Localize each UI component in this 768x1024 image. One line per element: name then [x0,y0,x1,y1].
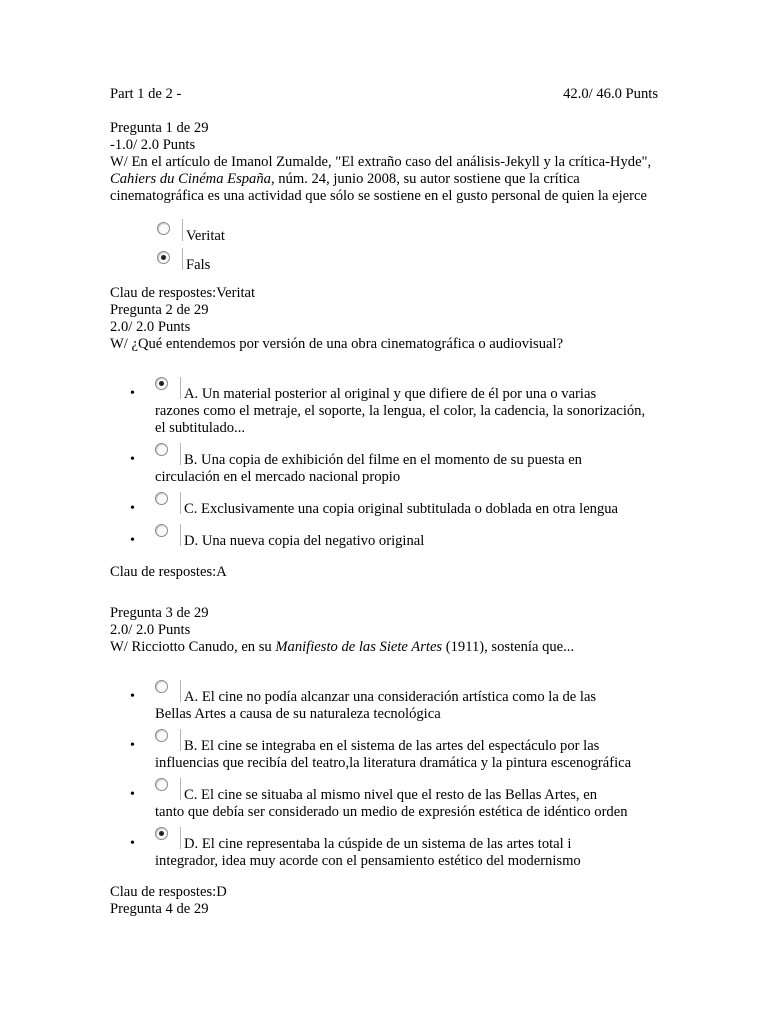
question-number: Pregunta 3 de 29 [110,605,209,621]
radio-icon[interactable] [155,729,168,742]
option-label-cont: razones como el metraje, el soporte, la lengua, el color, la cadencia, la sonorización, el subtitulado... [155,403,646,436]
question-text-part: , núm. 24, junio 2008, su autor sostiene que la crítica cinematográfica es una actividad que sólo se sostiene en el gusto personal de quien la ejerce [110,171,647,204]
option-label: D. El cine representaba la cúspide de un sistema de las artes total i [184,836,572,852]
question-text-part: W/ En el artículo de Imanol Zumalde, "El extraño caso del análisis-Jekyll y la crítica-Hyde", [110,154,652,170]
question-number: Pregunta 1 de 29 [110,120,209,136]
question-text: W/ ¿Qué entendemos por versión de una obra cinematográfica o audiovisual? [110,336,564,352]
answer-options [110,377,658,550]
divider [180,377,181,399]
option-c[interactable] [110,492,658,518]
option-label: Veritat [186,228,225,244]
answer-key: Clau de respostes:A [110,564,227,580]
option-label-cont: integrador, idea muy acorde con el pensamiento estético del modernismo [155,853,581,869]
divider [180,524,181,546]
radio-icon[interactable] [155,524,168,537]
answer-options [110,219,658,277]
radio-icon[interactable] [155,443,168,456]
bullet-icon: • [130,386,135,401]
option-b[interactable] [110,729,658,772]
question-text-italic: Cahiers du Cinéma España [110,171,271,187]
answer-key: Clau de respostes:D [110,884,227,900]
answer-options [110,680,658,870]
radio-icon[interactable] [157,222,170,235]
option-b[interactable] [110,443,658,486]
question-4 [110,901,658,918]
option-c[interactable] [110,778,658,821]
option-d[interactable] [110,524,658,550]
total-score: 42.0/ 46.0 Punts [563,86,658,102]
radio-icon[interactable] [155,492,168,505]
option-label: B. Una copia de exhibición del filme en el momento de su puesta en [184,452,582,468]
divider [182,219,183,241]
question-2 [110,302,658,581]
divider [180,778,181,800]
option-d[interactable] [110,827,658,870]
option-label-cont: influencias que recibía del teatro,la literatura dramática y la pintura escenográfica [155,755,632,771]
quiz-page [110,86,658,918]
radio-icon[interactable] [155,778,168,791]
option-label-cont: circulación en el mercado nacional propio [155,469,401,485]
option-veritat[interactable] [157,219,658,248]
radio-checked-icon[interactable] [155,377,168,390]
question-number: Pregunta 2 de 29 [110,302,209,318]
question-text-italic: Manifiesto de las Siete Artes [275,639,443,655]
radio-checked-icon[interactable] [155,827,168,840]
bullet-icon: • [130,738,135,753]
radio-checked-icon[interactable] [157,251,170,264]
question-points: 2.0/ 2.0 Punts [110,622,191,638]
question-3 [110,605,658,901]
divider [180,729,181,751]
option-label: B. El cine se integraba en el sistema de las artes del espectáculo por las [184,738,600,754]
option-label: Fals [186,257,211,273]
question-number: Pregunta 4 de 29 [110,901,209,917]
question-text [110,154,658,205]
bullet-icon: • [130,533,135,548]
question-points: 2.0/ 2.0 Punts [110,319,191,335]
bullet-icon: • [130,836,135,851]
divider [180,680,181,702]
option-a[interactable] [110,680,658,723]
bullet-icon: • [130,689,135,704]
question-1 [110,120,658,302]
option-a[interactable] [110,377,658,437]
divider [180,443,181,465]
question-text-part: W/ Ricciotto Canudo, en su [110,639,276,655]
divider [180,827,181,849]
option-label-cont: tanto que debía ser considerado un medio de expresión estética de idéntico orden [155,804,628,820]
option-label: A. El cine no podía alcanzar una consideración artística como la de las [184,689,597,705]
question-points: -1.0/ 2.0 Punts [110,137,196,153]
question-text-part: (1911), sostenía que... [442,639,575,655]
bullet-icon: • [130,787,135,802]
answer-key: Clau de respostes:Veritat [110,285,256,301]
part-header [110,86,658,103]
part-label: Part 1 de 2 - [110,86,182,102]
divider [182,248,183,270]
bullet-icon: • [130,501,135,516]
option-label-cont: Bellas Artes a causa de su naturaleza tecnológica [155,706,441,722]
option-fals[interactable] [157,248,658,277]
bullet-icon: • [130,452,135,467]
divider [180,492,181,514]
option-label: C. El cine se situaba al mismo nivel que el resto de las Bellas Artes, en [184,787,597,803]
option-label: C. Exclusivamente una copia original subtitulada o doblada en otra lengua [184,501,619,517]
option-label: D. Una nueva copia del negativo original [184,533,425,549]
radio-icon[interactable] [155,680,168,693]
option-label: A. Un material posterior al original y que difiere de él por una o varias [184,386,597,402]
question-text [110,639,658,656]
